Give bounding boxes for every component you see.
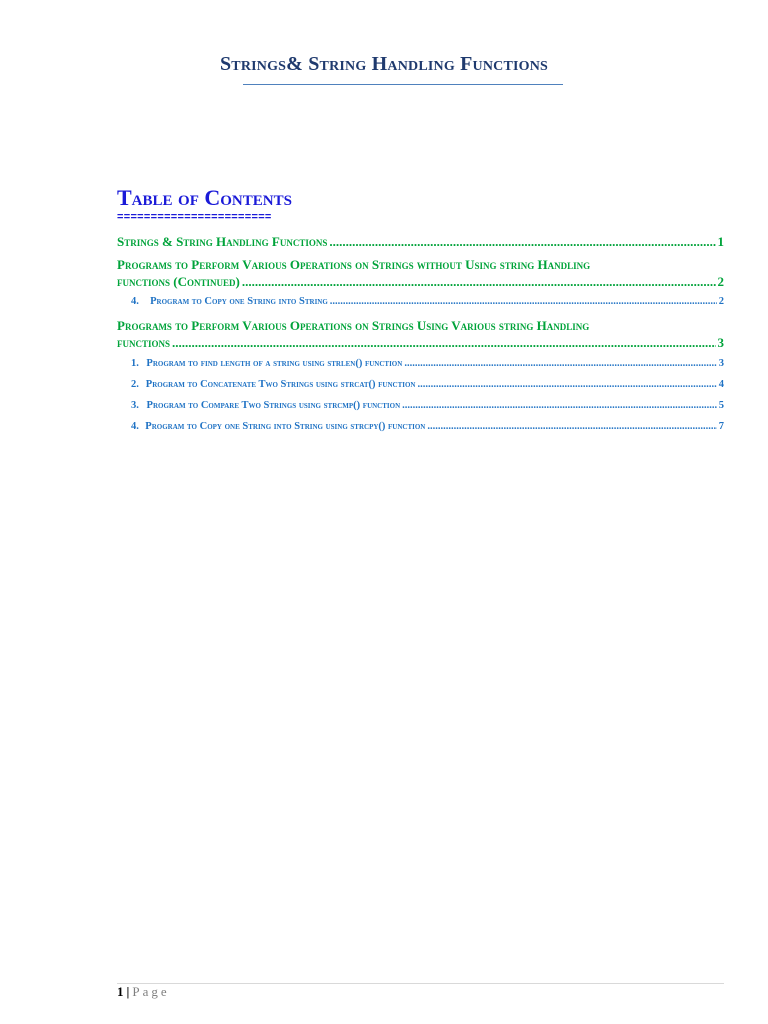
toc-entry-label: functions (117, 335, 171, 350)
toc-subentry-number: 4. (131, 296, 139, 307)
toc-entry-programs-using-functions[interactable] (117, 317, 724, 351)
toc-subentry-label: Program to Concatenate Two Strings using strcat() function (145, 379, 416, 390)
toc-dot-leader (402, 399, 717, 413)
footer-page-number: 1 (117, 984, 124, 999)
toc-subentry-page: 7 (718, 421, 724, 432)
toc-entry-programs-without-functions[interactable] (117, 256, 724, 290)
page-footer (117, 984, 170, 1000)
toc-heading: Table of Contents (117, 185, 292, 210)
toc-subentry-label: Program to Copy one String into String using strcpy() function (145, 421, 426, 432)
toc-subentry-number: 4. (131, 421, 139, 432)
toc-entry-page: 2 (717, 274, 724, 289)
toc-subentry-copy-string[interactable] (131, 295, 724, 309)
toc-heading-underline: ======================= (117, 211, 272, 223)
toc-dot-leader (427, 420, 716, 434)
toc-subentry-strcmp[interactable] (131, 399, 724, 413)
toc-dot-leader (417, 378, 716, 392)
toc-entry-label-line1: Programs to Perform Various Operations on Strings Using Various string Handling (117, 318, 590, 333)
toc-subentry-number: 2. (131, 379, 139, 390)
toc-entry-page: 1 (717, 234, 724, 249)
toc-subentry-number: 3. (131, 400, 139, 411)
footer-page-word: Page (132, 984, 170, 999)
toc-entry-label: functions (Continued) (117, 274, 240, 289)
toc-dot-leader (329, 233, 715, 250)
toc-subentry-label: Program to find length of a string using strlen() function (146, 358, 403, 369)
footer-separator: | (126, 984, 130, 999)
toc-subentry-strlen[interactable] (131, 357, 724, 371)
toc-dot-leader (330, 295, 717, 309)
toc-subentry-page: 4 (718, 379, 724, 390)
toc-entry-label: Strings & String Handling Functions (117, 234, 328, 249)
toc-subentry-label: Program to Copy one String into String (150, 296, 328, 307)
footer-rule (117, 983, 724, 984)
toc-subentry-page: 3 (718, 358, 724, 369)
toc-subentry-strcat[interactable] (131, 378, 724, 392)
toc-subentry-page: 2 (718, 296, 724, 307)
toc-dot-leader (242, 273, 716, 290)
toc-dot-leader (404, 357, 716, 371)
toc-entry-page: 3 (717, 335, 724, 350)
toc-entry-label-line1: Programs to Perform Various Operations on Strings without Using string Handling (117, 257, 591, 272)
toc-subentry-label: Program to Compare Two Strings using strcmp() function (146, 400, 401, 411)
toc-subentry-page: 5 (718, 400, 724, 411)
title-rule (243, 84, 563, 85)
toc-subentry-strcpy[interactable] (131, 420, 724, 434)
document-title: Strings& String Handling Functions (219, 53, 549, 75)
toc-subentry-number: 1. (131, 358, 139, 369)
toc-dot-leader (172, 334, 715, 351)
toc-entry-strings-functions[interactable] (117, 233, 724, 250)
